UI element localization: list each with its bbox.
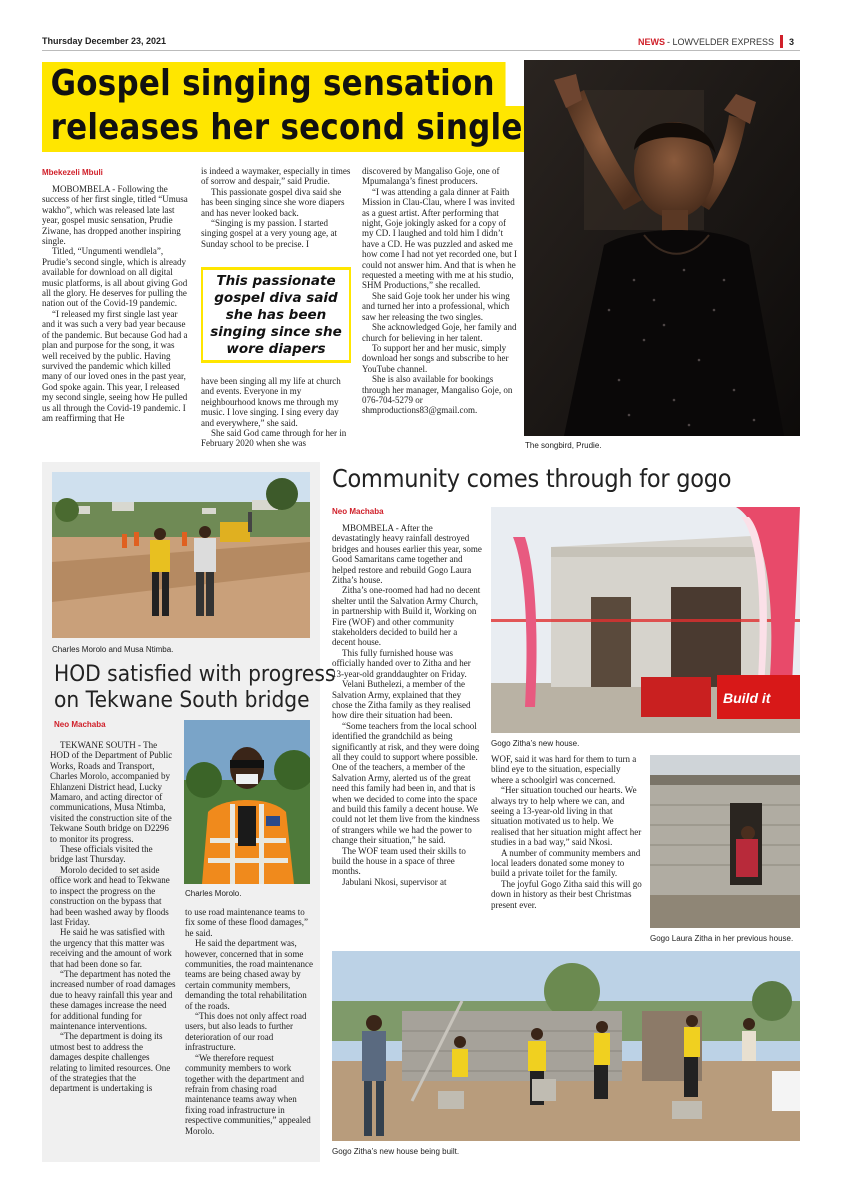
- story1-column-1: [42, 184, 190, 452]
- paragraph: “The department is doing its utmost best to address the damages despite challenges relating to limited resources. One of the strategies that the department is undertaking is: [50, 1031, 171, 1094]
- paragraph: These officials visited the bridge last Thursday.: [50, 844, 153, 865]
- section-label: NEWS: [637, 36, 665, 47]
- morolo-illustration: [184, 720, 310, 884]
- singer-illustration: [524, 60, 800, 436]
- morolo-ntimba-photo: [52, 472, 310, 638]
- new-house-illustration: [491, 507, 800, 733]
- gogo-story-byline: Neo Machaba: [332, 507, 384, 516]
- paragraph: “Singing is my passion. I started singing gospel at a very young age, at Sunday school to be precise. I: [201, 218, 337, 249]
- paragraph: Velani Buthelezi, a member of the Salvation Army, explained that they chose the Zitha family as they realised how dire their situation had been.: [332, 679, 471, 721]
- paragraph: She said Goje took her under his wing and turned her into a professional, which saw her releasing the two singles.: [362, 290, 510, 322]
- gogo-story-headline: Community comes through for gogo: [332, 464, 732, 493]
- paragraph: Morolo decided to set aside office work and head to Tekwane to inspect the progress on the construction on the bypass that had been washed away by floods last Friday.: [50, 864, 170, 927]
- construction-site-illustration: [332, 951, 800, 1141]
- morolo-caption: Charles Morolo.: [185, 889, 242, 898]
- paragraph: Zitha’s one-roomed had had no decent shelter until the Salvation Army Church, in partnership with Build it, Working on Fire (WOF) and other community stakeholders decided to build her a decent house.: [332, 585, 481, 648]
- paragraph: “I was attending a gala dinner at Faith Mission in Clau-Clau, where I was invited as a guest artist. After performing that night, Goje jokingly asked for a copy of my CD. I laughed and told him I didn’t have a CD. He was puzzled and asked me how come I had not yet recorded one, but I could not answer him. And that is when he requested a meeting with me at his studio, SHM Productions,” she recalled.: [362, 186, 517, 291]
- paragraph: have been singing all my life at church and events. Everyone in my neighbourhood knows me through my music. I love singing. I sing every day and everywhere,” she said.: [201, 376, 341, 428]
- pull-quote: This passionate gospel diva said she has been singing since she wore diapers: [201, 267, 351, 363]
- new-house-caption: Gogo Zitha’s new house.: [491, 739, 580, 748]
- paragraph: “Some teachers from the local school identified the grandchild as being significantly at risk, and they were doing all they could to support where possible. One of the teachers, a member of the Salvation Army, alerted us of the great need this family had been in, and that is when we decided to come into the space and build this family a decent house. We could not let them live from the kindness of strangers while we had the power to change their situation,” he said.: [332, 720, 480, 846]
- paragraph: A number of community members and local leaders donated some money to build a private toilet for the family.: [491, 847, 641, 879]
- paragraph: The WOF team used their skills to build the house in a space of three months.: [332, 845, 466, 877]
- paragraph: To support her and her music, simply download her songs and subscribe to her YouTube channel.: [362, 342, 509, 374]
- prudie-photo: [524, 60, 800, 436]
- paragraph: She acknowledged Goje, her family and church for believing in her talent.: [362, 322, 517, 343]
- issue-date: Thursday December 23, 2021: [42, 36, 167, 46]
- hod-story-headline: [54, 662, 335, 714]
- paragraph: This fully furnished house was officially handed over to Zitha and her 13-year-old granddaughter on Friday.: [332, 647, 471, 679]
- paragraph: Jabulani Nkosi, supervisor at: [342, 876, 447, 887]
- page-number: 3: [788, 36, 794, 47]
- paragraph: WOF, said it was hard for them to turn a blind eye to the situation, especially where a schoolgirl was concerned.: [491, 754, 637, 785]
- publication-name: - LOWVELDER EXPRESS: [666, 36, 774, 47]
- previous-house-photo: [650, 755, 800, 928]
- gogo-column-1: [332, 523, 482, 943]
- paragraph: “Her situation touched our hearts. We always try to help where we can, and seeing a 13-year-old living in that situation motivated us to help. We realised that her situation might affect her studies in a bad way,” said Nkosi.: [491, 785, 642, 848]
- morolo-photo: [184, 720, 310, 884]
- headline-line-2: on Tekwane South bridge: [54, 688, 310, 713]
- paragraph: to use road maintenance teams to fix some of these flood damages,” he said.: [185, 907, 308, 938]
- new-house-photo: [491, 507, 800, 733]
- paragraph: “This does not only affect road users, but also leads to further deterioration of our road infrastructure.: [185, 1011, 307, 1053]
- paragraph: He said the department was, however, concerned that in some communities, the road maintenance teams are being chased away by certain community members, demanding the total rehabilitation of the roads.: [185, 938, 313, 1011]
- page-header-right: [638, 35, 794, 48]
- headline-line-2: releases her second single: [42, 106, 533, 152]
- previous-house-illustration: [650, 755, 800, 928]
- bridge-site-illustration: [52, 472, 310, 638]
- paragraph: He said he was satisfied with the urgency that this matter was receiving and the amount of work that had been done so far.: [50, 927, 172, 969]
- paragraph: “The department has noted the increased number of road damages due to heavy rainfall this year and these damages increase the need for additional funding for maintenance interventions.: [50, 968, 176, 1031]
- header-rule: [42, 50, 800, 51]
- story1-byline: Mbekezeli Mbuli: [42, 168, 103, 177]
- paragraph: Titled, “Ungumenti wendlela”, Prudie’s second single, which is already available for download on all digital music platforms, is all about giving God all the glory. He deserves for pulling the nation out of the Covid-19 pandemic.: [42, 246, 188, 309]
- gogo-column-2: [491, 754, 643, 944]
- hod-column-2: [185, 907, 313, 1152]
- story1-column-3: [362, 166, 518, 452]
- paragraph: “I released my first single last year and it was such a very bad year because of the pandemic. But because God had a plan and purpose for the song, it was well received by the public. Having survived the pandemic which killed many of our loved ones in the past year, God spoke again. This year, I released my second single, seeing how He pulled us all through the Covid-19 pandemic. I am reaffirming that He: [42, 308, 188, 423]
- paragraph: “We therefore request community members to work together with the department and refrain from chasing road maintenance teams away when fixing road infrastructure in respective communities,” appealed Morolo.: [185, 1052, 311, 1136]
- story1-column-2-top: [201, 166, 351, 262]
- house-being-built-photo: [332, 951, 800, 1141]
- header-divider: [780, 35, 783, 48]
- story1-column-2-bottom: [201, 376, 351, 452]
- paragraph: MBOMBELA - After the devastatingly heavy rainfall destroyed bridges and houses earlier this year, some Good Samaritans came together and helped restore and rebuild Gogo Laura Zitha’s house.: [332, 523, 482, 586]
- paragraph: is indeed a waymaker, especially in times of sorrow and despair,” said Prudie.: [201, 166, 351, 187]
- paragraph: She is also available for bookings through her manager, Mangaliso Goje, on 076-704-5279 or shmproductions83@gmail.com.: [362, 374, 513, 416]
- prudie-photo-caption: The songbird, Prudie.: [525, 441, 602, 450]
- house-being-built-caption: Gogo Zitha’s new house being built.: [332, 1147, 460, 1156]
- story1-headline: [42, 62, 542, 157]
- morolo-ntimba-caption: Charles Morolo and Musa Ntimba.: [52, 645, 174, 654]
- paragraph: This passionate gospel diva said she has been singing since she wore diapers and has never looked back.: [201, 186, 345, 218]
- paragraph: MOBOMBELA - Following the success of her first single, titled “Umusa wakho”, which was released late last year, gospel music sensation, Prudie Ziwane, has dropped another inspiring single.: [42, 184, 188, 247]
- build-it-banner-text: Build it: [723, 690, 771, 706]
- headline-line-1: Gospel singing sensation: [42, 62, 505, 108]
- headline-line-1: HOD satisfied with progress: [54, 662, 336, 687]
- paragraph: She said God came through for her in February 2020 when she was: [201, 428, 347, 449]
- paragraph: TEKWANE SOUTH - The HOD of the Department of Public Works, Roads and Transport, Charles Morolo, accompanied by Ehlanzeni District head, Lucky Mamaro, and acting director of communications, Musa Ntimba, visited the construction site of the Tekwane South bridge on D2296 to monitor its progress.: [50, 740, 173, 844]
- hod-column-1: [50, 740, 176, 1152]
- paragraph: The joyful Gogo Zitha said this will go down in history as their best Christmas present ever.: [491, 878, 642, 910]
- paragraph: discovered by Mangaliso Goje, one of Mpumalanga’s finest producers.: [362, 166, 500, 187]
- previous-house-caption: Gogo Laura Zitha in her previous house.: [650, 934, 794, 943]
- hod-story-byline: Neo Machaba: [54, 720, 106, 729]
